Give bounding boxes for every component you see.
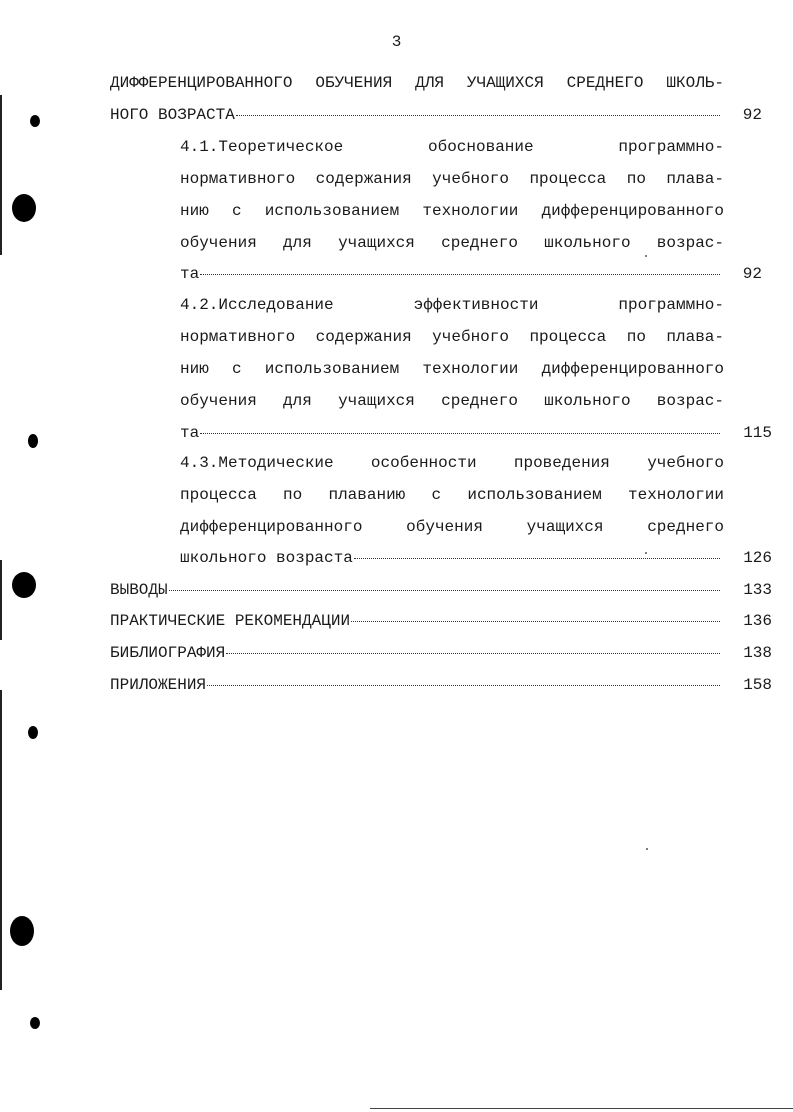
toc-4-1-line: нормативного содержания учебного процесса по плава- [180, 170, 724, 188]
toc-page-number: 136 [743, 612, 772, 630]
page-number: 3 [391, 33, 402, 51]
dot-leader [200, 433, 720, 434]
toc-page-number: 92 [742, 265, 762, 283]
binding-hole-mark [28, 434, 38, 448]
toc-heading-line: ДИФФЕРЕНЦИРОВАННОГО ОБУЧЕНИЯ ДЛЯ УЧАЩИХСЯ СРЕДНЕГО ШКОЛЬ- [110, 74, 724, 92]
toc-page-number: 158 [743, 676, 772, 694]
toc-entry-4-3-end [180, 546, 724, 570]
toc-entry-conclusions [110, 578, 724, 602]
toc-appendices-label: ПРИЛОЖЕНИЯ [110, 676, 207, 694]
toc-entry-recommendations [110, 609, 724, 633]
toc-4-3-line: 4.3.Методические особенности проведения учебного [180, 454, 724, 472]
toc-page-number: 138 [743, 644, 772, 662]
toc-4-1-last-line: та [180, 265, 200, 283]
toc-4-2-line: обучения для учащихся среднего школьного возрас- [180, 392, 724, 410]
dot-leader [169, 590, 720, 591]
toc-entry-4-1-end [180, 262, 724, 286]
scan-edge-line [0, 690, 2, 990]
toc-4-2-line: 4.2.Исследование эффективности программно- [180, 296, 724, 314]
toc-4-1-line: 4.1.Теоретическое обоснование программно- [180, 138, 724, 156]
scan-edge-line [0, 95, 2, 255]
toc-bibliography-label: БИБЛИОГРАФИЯ [110, 644, 226, 662]
binding-hole-mark [12, 194, 36, 222]
scan-speck [645, 255, 647, 257]
toc-heading-last-line: НОГО ВОЗРАСТА [110, 106, 235, 124]
toc-4-3-line: дифференцированного обучения учащихся среднего [180, 518, 724, 536]
toc-4-3-last-line: школьного возраста [180, 549, 353, 567]
binding-hole-mark [12, 572, 36, 598]
scan-edge-line [0, 560, 2, 640]
toc-recommendations-label: ПРАКТИЧЕСКИЕ РЕКОМЕНДАЦИИ [110, 612, 351, 630]
toc-entry-bibliography [110, 641, 724, 665]
scan-bottom-line [370, 1108, 793, 1109]
toc-4-2-line: нормативного содержания учебного процесса по плава- [180, 328, 724, 346]
binding-hole-mark [28, 726, 38, 739]
toc-conclusions-label: ВЫВОДЫ [110, 581, 168, 599]
dot-leader [207, 685, 720, 686]
toc-4-2-line: нию с использованием технологии дифференцированного [180, 360, 724, 378]
toc-entry-heading-end [110, 103, 724, 127]
dot-leader [354, 558, 720, 559]
dot-leader [226, 653, 720, 654]
toc-page-number: 115 [743, 424, 772, 442]
toc-4-1-line: нию с использованием технологии дифференцированного [180, 202, 724, 220]
toc-4-2-last-line: та [180, 424, 200, 442]
toc-page-number: 92 [742, 106, 762, 124]
dot-leader [236, 115, 720, 116]
toc-4-1-line: обучения для учащихся среднего школьного возрас- [180, 234, 724, 252]
scan-speck [646, 848, 648, 850]
binding-hole-mark [30, 115, 40, 127]
binding-hole-mark [10, 916, 34, 946]
toc-entry-4-2-end [180, 421, 724, 445]
dot-leader [351, 621, 720, 622]
toc-page-number: 133 [743, 581, 772, 599]
toc-entry-appendices [110, 673, 724, 697]
toc-page-number: 126 [743, 549, 772, 567]
binding-hole-mark [30, 1017, 40, 1029]
toc-4-3-line: процесса по плаванию с использованием технологии [180, 486, 724, 504]
dot-leader [200, 274, 720, 275]
